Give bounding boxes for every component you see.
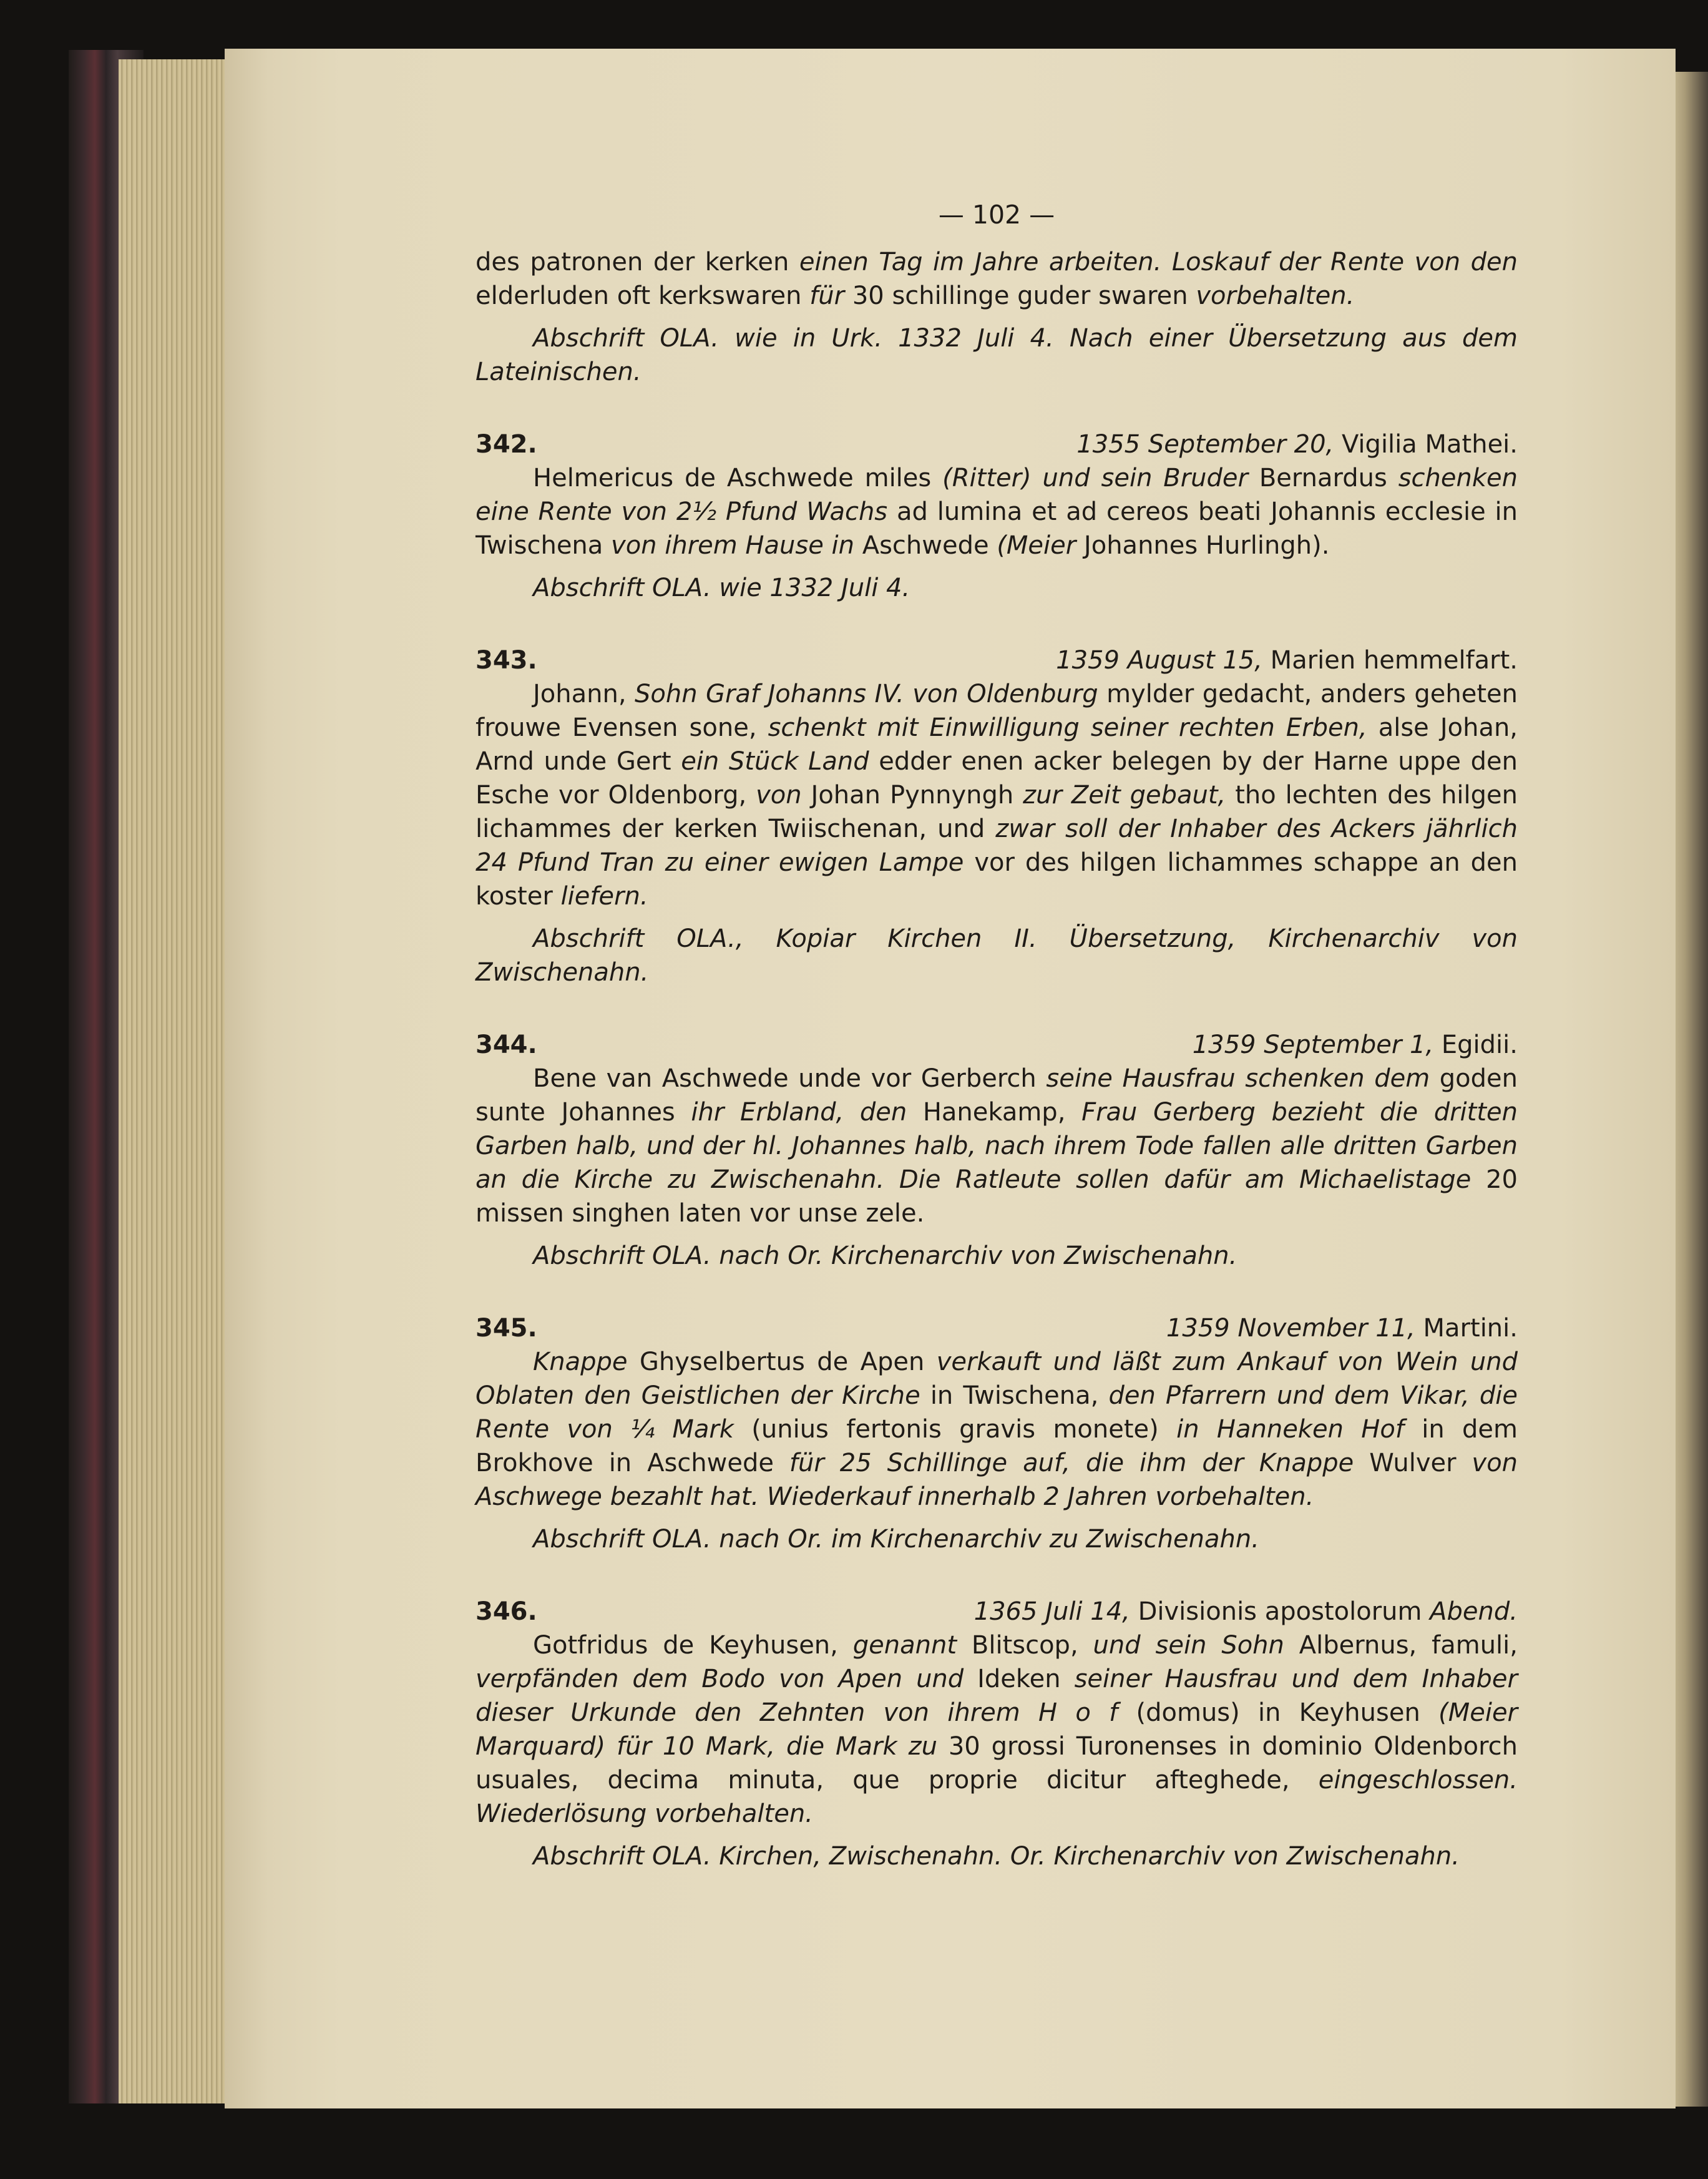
page-content — [476, 200, 1518, 1873]
entry-number: 343. — [476, 646, 537, 675]
source-note: Abschrift OLA. wie 1332 Juli 4. — [533, 574, 910, 602]
entry-text: Gotfridus de Keyhusen, genannt Blitscop, und sein Sohn Albernus, famuli, verpfänden dem Bodo von Apen und Ideken seiner Hausfrau und dem Inhaber dieser Urkunde den Zehnten von ihrem H o f (domus) in Keyhusen (Meier Marquard) für 10 Mark, die Mark zu 30 grossi Turonenses in dominio Oldenborch usuales, decima minuta, que proprie dicitur afteghede, eingeschlossen. Wiederlösung vorbehalten. — [476, 1631, 1518, 1828]
entry-342 — [476, 428, 1518, 605]
entry-345 — [476, 1311, 1518, 1556]
entry-date: 1359 August 15, Marien hemmelfart. — [1056, 646, 1518, 675]
source-note: Abschrift OLA. nach Or. Kirchenarchiv von Zwischenahn. — [533, 1241, 1237, 1270]
entry-date: 1365 Juli 14, Divisionis apostolorum Abend. — [974, 1597, 1518, 1626]
entry-number: 346. — [476, 1597, 537, 1626]
entry-344 — [476, 1028, 1518, 1273]
entry-date: 1359 November 11, Martini. — [1166, 1314, 1518, 1343]
entry-number: 344. — [476, 1031, 537, 1059]
intro-paragraph: des patronen der kerken einen Tag im Jahre arbeiten. Loskauf der Rente von den elderluden oft kerkswaren für 30 schillinge guder swaren vorbehalten. Abschrift OLA. wie in Urk. 1332 Juli 4. Nach einer Übersetzung aus dem Lateinischen. — [476, 248, 1518, 386]
source-note: Abschrift OLA. Kirchen, Zwischenahn. Or. Kirchenarchiv von Zwischenahn. — [533, 1842, 1460, 1871]
entry-text: Helmericus de Aschwede miles (Ritter) und sein Bruder Bernardus schenken eine Rente von 2½ Pfund Wachs ad lumina et ad cereos beati Johannis ecclesie in Twischena von ihrem Hause in Aschwede (Meier Johannes Hurlingh). — [476, 464, 1518, 560]
entry-date: 1359 September 1, Egidii. — [1192, 1031, 1518, 1059]
source-note: Abschrift OLA., Kopiar Kirchen II. Übersetzung, Kirchenarchiv von Zwischenahn. — [476, 924, 1518, 987]
entry-text: Bene van Aschwede unde vor Gerberch seine Hausfrau schenken dem goden sunte Johannes ihr Erbland, den Hanekamp, Frau Gerberg bezieht die dritten Garben halb, und der hl. Johannes halb, nach ihrem Tode fallen alle dritten Garben an die Kirche zu Zwischenahn. Die Ratleute sollen dafür am Michaelistage 20 missen singhen laten vor unse zele. — [476, 1064, 1518, 1228]
entry-number: 342. — [476, 430, 537, 459]
page-number: — 102 — — [938, 200, 1055, 230]
entry-text: Johann, Sohn Graf Johanns IV. von Oldenburg mylder gedacht, anders geheten frouwe Evensen sone, schenkt mit Einwilligung seiner rechten Erben, alse Johan, Arnd unde Gert ein Stück Land edder enen acker belegen by der Harne uppe den Esche vor Oldenborg, von Johan Pynnyngh zur Zeit gebaut, tho lechten des hilgen lichammes der kerken Twiischenan, und zwar soll der Inhaber des Ackers jährlich 24 Pfund Tran zu einer ewigen Lampe vor des hilgen lichammes schappe an den koster liefern. — [476, 680, 1518, 911]
entry-346 — [476, 1595, 1518, 1873]
entry-date: 1355 September 20, Vigilia Mathei. — [1076, 430, 1518, 459]
entry-number: 345. — [476, 1314, 537, 1343]
page-edges — [119, 59, 231, 2103]
source-note: Abschrift OLA. nach Or. im Kirchenarchiv zu Zwischenahn. — [533, 1525, 1259, 1554]
entry-text: Knappe Ghyselbertus de Apen verkauft und läßt zum Ankauf von Wein und Oblaten den Geistlichen der Kirche in Twischena, den Pfarrern und dem Vikar, die Rente von ¼ Mark (unius fertonis gravis monete) in Hanneken Hof in dem Brokhove in Aschwede für 25 Schillinge auf, die ihm der Knappe Wulver von Aschwege bezahlt hat. Wiederkauf innerhalb 2 Jahren vorbehalten. — [476, 1348, 1518, 1511]
entry-343 — [476, 644, 1518, 989]
source-note: Abschrift OLA. wie in Urk. 1332 Juli 4. Nach einer Übersetzung aus dem — [533, 324, 1518, 353]
